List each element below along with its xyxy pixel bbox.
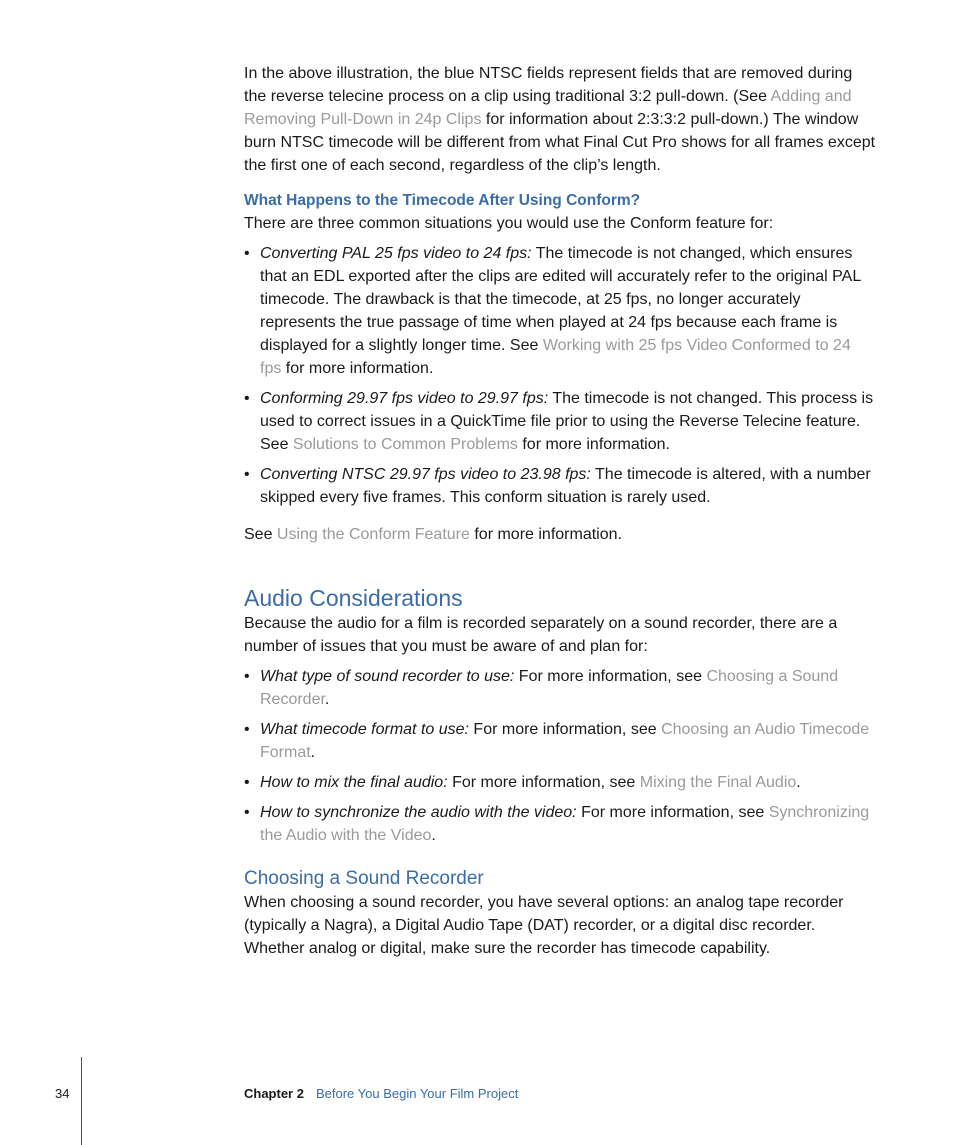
list-item — [244, 801, 876, 847]
bullet-label: How to synchronize the audio with the video: — [260, 804, 577, 821]
timecode-lead: There are three common situations you would use the Conform feature for: — [244, 215, 774, 232]
bullet-label: Converting NTSC 29.97 fps video to 23.98 fps: — [260, 466, 591, 483]
bullet-icon: • — [244, 245, 250, 262]
link-mixing-final-audio[interactable]: Mixing the Final Audio — [639, 774, 797, 791]
link-working-25fps[interactable]: Working with 25 fps Video Conformed to 24 fps — [260, 337, 851, 377]
bullet-label: What timecode format to use: — [260, 721, 469, 738]
link-choosing-sound-recorder[interactable]: Choosing a Sound Recorder — [260, 668, 839, 708]
bullet-text: For more information, see — [514, 668, 707, 685]
bullet-label: What type of sound recorder to use: — [260, 668, 515, 685]
list-item — [244, 718, 876, 764]
bullet-label: How to mix the final audio: — [260, 774, 448, 791]
list-item — [244, 387, 876, 456]
bullet-text-end: . — [310, 744, 316, 761]
audio-considerations-heading: Audio Considerations — [244, 585, 463, 611]
bullet-text: The timecode is altered, with a number skipped every five frames. This conform situation is rarely used. — [260, 466, 871, 506]
recorder-body: When choosing a sound recorder, you have several options: an analog tape recorder (typically a Nagra), a Digital Audio Tape (DAT) recorder, or a digital disc recorder. Whether analog or digital, make sure the recorder has timecode capability. — [244, 894, 844, 957]
bullet-text: The timecode is not changed, which ensures that an EDL exported after the clips are edited will accurately refer to the original PAL timecode. The drawback is that the timecode, at 25 fps, no longer accurately represents the true passage of time when played at 24 fps because each frame is displayed for a slightly longer time. See — [260, 245, 861, 354]
chapter-label: Chapter 2 — [244, 1086, 304, 1101]
intro-paragraph — [244, 62, 876, 177]
bullet-label: Converting PAL 25 fps video to 24 fps: — [260, 245, 532, 262]
bullet-icon: • — [244, 804, 250, 821]
list-item — [244, 771, 876, 794]
list-item — [244, 463, 876, 509]
see-text-end: for more information. — [469, 526, 622, 543]
link-adding-removing-pulldown[interactable]: Adding and Removing Pull-Down in 24p Clips — [244, 88, 852, 128]
link-solutions-common-problems[interactable]: Solutions to Common Problems — [292, 436, 518, 453]
timecode-conform-heading: What Happens to the Timecode After Using Conform? — [244, 192, 641, 209]
bullet-text-end: for more information. — [517, 436, 670, 453]
list-item — [244, 242, 876, 380]
bullet-text-end: . — [324, 691, 330, 708]
bullet-label: Conforming 29.97 fps video to 29.97 fps: — [260, 390, 549, 407]
intro-text-2: for information about 2:3:3:2 pull-down.) The window burn NTSC timecode will be different from what Final Cut Pro shows for all frames except the first one of each second, regardless of the clip’s length. — [244, 111, 876, 174]
choosing-sound-recorder-heading: Choosing a Sound Recorder — [244, 868, 484, 889]
link-choosing-timecode-format[interactable]: Choosing an Audio Timecode Format — [260, 721, 870, 761]
bullet-text: For more information, see — [468, 721, 662, 738]
page-number: 34 — [55, 1086, 70, 1101]
bullet-icon: • — [244, 466, 250, 483]
footer-divider — [81, 1057, 82, 1145]
intro-text-1: In the above illustration, the blue NTSC fields represent fields that are removed during the reverse telecine process on a clip using traditional 3:2 pull-down. (See — [244, 65, 853, 105]
audio-lead: Because the audio for a film is recorded separately on a sound recorder, there are a number of issues that you must be aware of and plan for: — [244, 615, 838, 655]
bullet-text: For more information, see — [447, 774, 640, 791]
bullet-text-end: . — [796, 774, 801, 791]
link-using-conform-feature[interactable]: Using the Conform Feature — [276, 526, 470, 543]
link-synchronizing-audio[interactable]: Synchronizing the Audio with the Video — [260, 804, 870, 844]
bullet-text: The timecode is not changed. This process is used to correct issues in a QuickTime file prior to using the Reverse Telecine feature. See — [260, 390, 874, 453]
list-item — [244, 665, 876, 711]
bullet-text: For more information, see — [576, 804, 769, 821]
bullet-icon: • — [244, 390, 250, 407]
bullet-icon: • — [244, 668, 250, 685]
page-content — [244, 62, 876, 960]
chapter-title: Before You Begin Your Film Project — [315, 1086, 519, 1101]
timecode-bullet-list — [244, 242, 876, 509]
bullet-text-end: . — [431, 827, 436, 844]
bullet-icon: • — [244, 774, 250, 791]
bullet-icon: • — [244, 721, 250, 738]
footer-chapter — [244, 1086, 518, 1101]
bullet-text-end: for more information. — [281, 360, 434, 377]
see-text: See — [244, 526, 277, 543]
audio-bullet-list — [244, 665, 876, 847]
see-conform-paragraph — [244, 523, 876, 546]
